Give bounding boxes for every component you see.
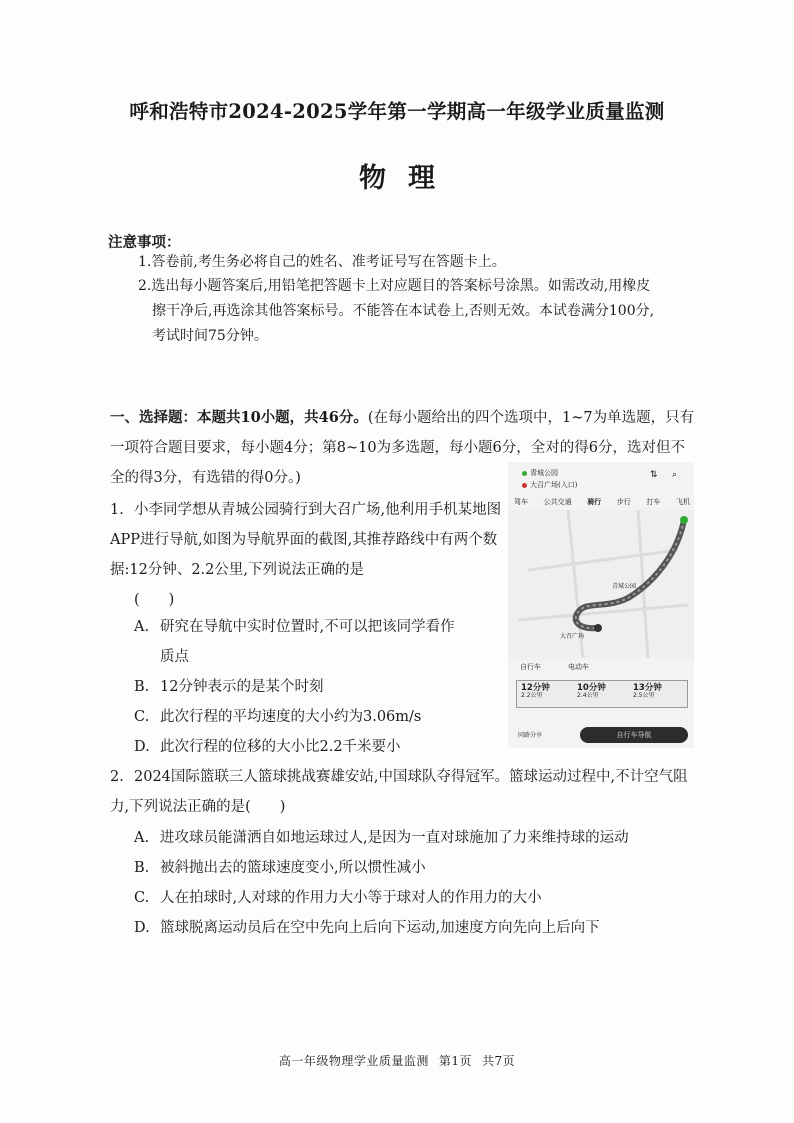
notice-item-2-line1: 2.选出每小题答案后,用铅笔把答题卡上对应题目的答案标号涂黑。如需改动,用橡皮 bbox=[138, 278, 651, 294]
question-2 bbox=[110, 762, 700, 822]
question-1-number: 1. bbox=[110, 502, 124, 518]
question-1-option-b bbox=[134, 672, 323, 702]
route-plan-1 bbox=[519, 684, 575, 700]
ebike-tab-label: 电动车 bbox=[568, 663, 589, 671]
question-2-stem: 2024国际篮联三人篮球挑战赛雄安站,中国球队夺得冠军。篮球运动过程中,不计空气阻力,下列说法正确的是( ) bbox=[110, 769, 688, 815]
destination-marker-icon bbox=[594, 624, 602, 632]
map-label-destination: 大召广场 bbox=[560, 633, 585, 640]
option-text: 篮球脱离运动员后在空中先向上后向下运动,加速度方向先向上后向下 bbox=[160, 920, 600, 936]
notice-item-2 bbox=[138, 274, 698, 349]
nav-destination bbox=[522, 480, 577, 490]
route-plan-3-time: 13分钟 bbox=[633, 683, 662, 693]
option-text: 研究在导航中实时位置时,不可以把该同学看作 bbox=[160, 619, 455, 635]
map-background bbox=[508, 510, 694, 658]
bike-tab bbox=[520, 662, 541, 672]
route-plan-3-dist: 2.5公里 bbox=[633, 692, 655, 699]
question-1 bbox=[110, 495, 510, 615]
exam-title: 呼和浩特市2024-2025学年第一学期高一年级学业质量监测 bbox=[129, 100, 665, 123]
route-plan-1-time: 12分钟 bbox=[521, 683, 550, 693]
page-footer bbox=[0, 1052, 794, 1069]
notice-item-2-line2: 擦干净后,再选涂其他答案标号。不能答在本试卷上,否则无效。本试卷满分100分, bbox=[152, 303, 655, 319]
destination-dot-icon bbox=[522, 483, 527, 488]
option-text-cont: 质点 bbox=[160, 649, 189, 665]
option-label: A. bbox=[134, 830, 150, 846]
option-text: 人在拍球时,人对球的作用力大小等于球对人的作用力的大小 bbox=[160, 890, 542, 906]
route-plan-2-dist: 2.4公里 bbox=[577, 692, 599, 699]
option-text: 此次行程的平均速度的大小约为3.06m/s bbox=[160, 709, 422, 725]
route-plan-2 bbox=[575, 684, 631, 700]
option-label: D. bbox=[134, 739, 150, 755]
search-icon: ⌕ bbox=[672, 470, 678, 480]
ebike-tab bbox=[568, 662, 589, 672]
origin-marker-icon bbox=[680, 516, 688, 524]
origin-dot-icon bbox=[522, 471, 527, 476]
question-1-option-d bbox=[134, 732, 401, 762]
notice-item-2-line3: 考试时间75分钟。 bbox=[152, 328, 268, 344]
mode-tab-flight: 飞机 bbox=[675, 498, 690, 506]
question-1-stem: 小李同学想从青城公园骑行到大召广场,他利用手机某地图APP进行导航,如图为导航界面的截图,其推荐路线中有两个数据:12分钟、2.2公里,下列说法正确的是 bbox=[110, 502, 502, 578]
swap-icon: ⇅ bbox=[650, 470, 658, 480]
option-text: 12分钟表示的是某个时刻 bbox=[160, 679, 324, 695]
mode-tab-walk: 步行 bbox=[616, 498, 631, 506]
share-route: 同路分享 bbox=[518, 732, 543, 739]
nav-origin bbox=[522, 468, 558, 478]
route-plans-card bbox=[516, 680, 688, 708]
nav-origin-label: 青城公园 bbox=[530, 469, 558, 477]
footer-page-number: 第1页 bbox=[438, 1054, 472, 1068]
navigation-screenshot-figure bbox=[508, 462, 694, 748]
bike-tab-label: 自行车 bbox=[520, 663, 541, 671]
question-1-blank: ( ) bbox=[134, 592, 175, 608]
question-2-option-b bbox=[134, 853, 426, 883]
option-label: A. bbox=[134, 619, 150, 635]
mode-tab-bike: 骑行 bbox=[587, 498, 602, 506]
question-1-option-c bbox=[134, 702, 421, 732]
nav-mode-tabs bbox=[514, 497, 690, 507]
question-2-number: 2. bbox=[110, 769, 124, 785]
map-label-origin: 青城公园 bbox=[612, 583, 637, 590]
notice-heading: 注意事项： bbox=[108, 234, 181, 251]
section-title: 一、选择题：本题共10小题，共46分。 bbox=[110, 409, 368, 426]
route-plan-1-dist: 2.2公里 bbox=[521, 692, 543, 699]
option-label: C. bbox=[134, 709, 150, 725]
option-label: B. bbox=[134, 860, 150, 876]
footer-exam-name: 高一年级物理学业质量监测 bbox=[278, 1054, 429, 1068]
option-text: 被斜抛出去的篮球速度变小,所以惯性减小 bbox=[160, 860, 426, 876]
route-map bbox=[508, 510, 694, 658]
section-instructions: (在每小题给出的四个选项中，1~7为单选题，只有一项符合题目要求，每小题4分；第8~10为多选题，每小题6分，全对的得6分，选对但不全的得3分，有选错的得0分。) bbox=[110, 410, 695, 486]
option-text: 进攻球员能潇洒自如地运球过人,是因为一直对球施加了力来维持球的运动 bbox=[160, 830, 629, 846]
notice-item-1: 1.答卷前,考生务必将自己的姓名、准考证号写在答题卡上。 bbox=[138, 254, 506, 270]
mode-tab-taxi: 打车 bbox=[646, 498, 661, 506]
footer-total-pages: 共7页 bbox=[482, 1054, 516, 1068]
question-2-option-a bbox=[134, 823, 629, 853]
question-2-option-d bbox=[134, 913, 600, 943]
option-label: D. bbox=[134, 920, 150, 936]
start-navigation-button: 自行车导航 bbox=[580, 727, 688, 743]
question-1-option-a bbox=[134, 612, 514, 672]
route-plan-2-time: 10分钟 bbox=[577, 683, 606, 693]
nav-destination-label: 大召广场(入口) bbox=[530, 481, 578, 489]
question-2-option-c bbox=[134, 883, 542, 913]
option-text: 此次行程的位移的大小比2.2千米要小 bbox=[160, 739, 401, 755]
option-label: B. bbox=[134, 679, 150, 695]
option-label: C. bbox=[134, 890, 150, 906]
subject-title: 物理 bbox=[359, 163, 457, 194]
mode-tab-drive: 驾车 bbox=[514, 498, 528, 506]
route-plan-3 bbox=[631, 684, 687, 700]
mode-tab-transit: 公共交通 bbox=[543, 498, 572, 506]
